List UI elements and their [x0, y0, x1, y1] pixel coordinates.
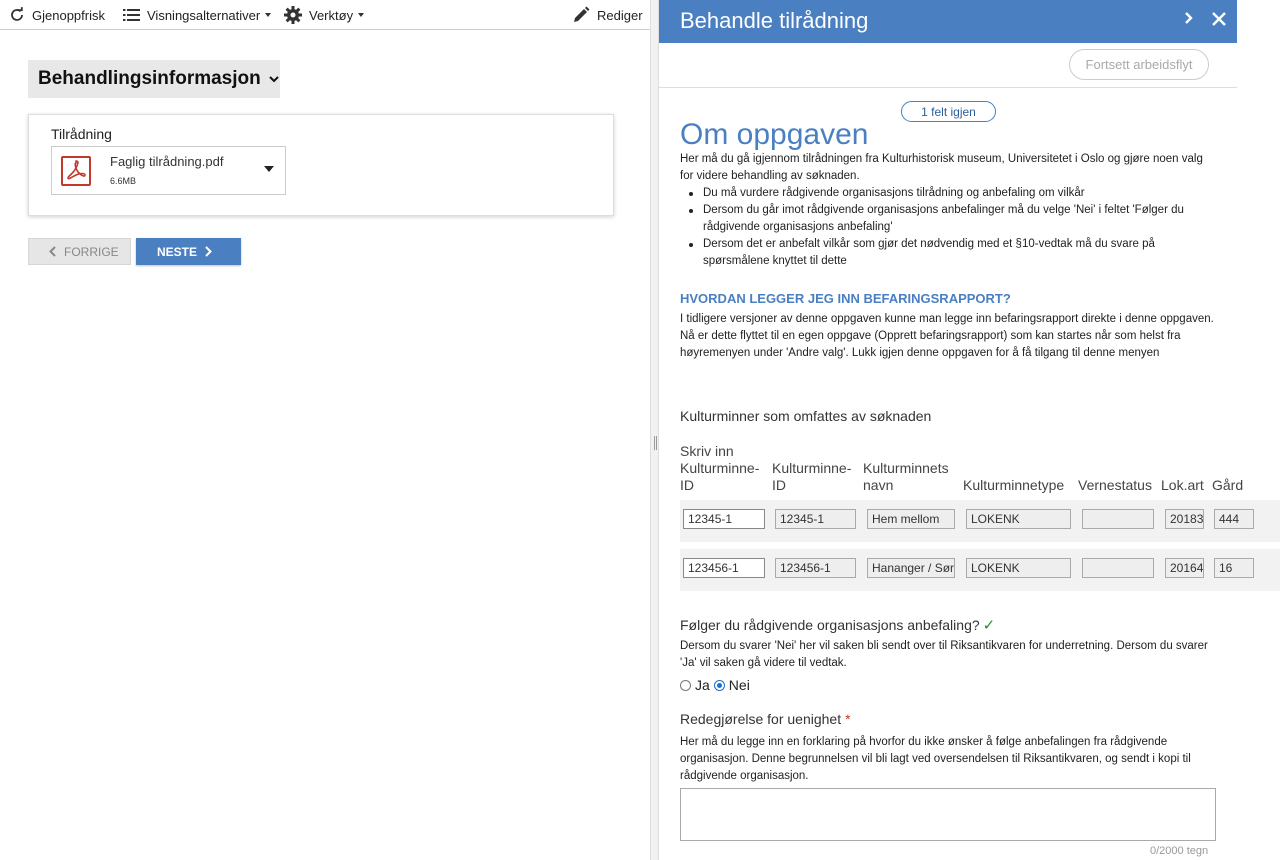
chevron-down-icon — [265, 13, 271, 17]
required-marker: * — [845, 711, 851, 727]
about-text: Her må du gå igjennom tilrådningen fra Kulturhistorisk museum, Universitetet i Oslo og gjøre noen valg for videre behandling av søknaden. — [680, 153, 1203, 182]
recommendation-question — [680, 616, 995, 634]
pdf-icon — [61, 156, 91, 186]
pane-splitter[interactable] — [650, 0, 659, 860]
file-dropdown[interactable] — [51, 146, 286, 195]
question-help-text: Dersom du svarer 'Nei' her vil saken bli sendt over til Riksantikvaren for underretning. Dersom du svarer 'Ja' vil saken gå videre til vedtak. — [680, 640, 1208, 669]
about-list — [703, 185, 1218, 270]
disagreement-title — [680, 711, 851, 727]
status-field — [1082, 558, 1154, 578]
previous-button[interactable] — [28, 238, 131, 265]
task-panel — [659, 0, 1244, 860]
view-options-menu[interactable] — [123, 0, 271, 30]
check-icon: ✓ — [982, 617, 996, 634]
column-header-gard: Gård — [1212, 477, 1244, 493]
panel-title: Behandle tilrådning — [680, 8, 869, 33]
list-icon — [123, 9, 140, 21]
recommendation-radio-group — [680, 677, 750, 693]
column-header-input-id: Skriv inn Kulturminne- ID — [680, 443, 760, 493]
section-select[interactable] — [28, 60, 280, 98]
column-header-id: Kulturminne- ID — [772, 460, 852, 493]
file-size: 6.6MB — [110, 176, 137, 186]
chevron-down-icon — [358, 13, 364, 17]
chevron-right-icon — [205, 246, 212, 257]
previous-label: FORRIGE — [64, 244, 119, 259]
close-icon — [1212, 12, 1226, 26]
attachment-card — [28, 114, 614, 216]
fields-remaining-badge[interactable]: 1 felt igjen — [901, 101, 996, 122]
monuments-title: Kulturminner som omfattes av søknaden — [680, 408, 932, 424]
refresh-label: Gjenoppfrisk — [32, 7, 105, 23]
column-header-lokart: Lok.art — [1161, 477, 1204, 493]
character-counter: 0/2000 tegn — [1150, 845, 1209, 857]
next-label: NESTE — [157, 244, 198, 259]
input-id-field[interactable]: 123456-1 — [683, 558, 765, 578]
table-row — [680, 500, 1280, 542]
gear-icon — [284, 6, 302, 24]
continue-workflow-button[interactable]: Fortsett arbeidsflyt — [1069, 49, 1209, 80]
next-button[interactable] — [136, 238, 241, 265]
drag-handle-icon — [654, 436, 657, 450]
gard-field: 444 — [1214, 509, 1254, 529]
lokart-field: 20164 — [1165, 558, 1204, 578]
section-select-value: Behandlingsinformasjon — [38, 68, 261, 89]
workflow-bar — [659, 43, 1237, 88]
id-field: 12345-1 — [775, 509, 856, 529]
id-field: 123456-1 — [775, 558, 856, 578]
howto-text: I tidligere versjoner av denne oppgaven kunne man legge inn befaringsrapport direkte i denne oppgaven. Nå er dette flyttet til en egen oppgave (Opprett befaringsrapport) som kan startes når som helst fra høyremenyen under 'Andre valg'. Lukk igjen denne oppgaven for å få tilgang til denne menyen — [680, 313, 1214, 359]
toolbar — [0, 0, 650, 30]
close-panel-button[interactable] — [1212, 12, 1226, 31]
edit-label: Rediger — [597, 7, 643, 23]
chevron-left-icon — [49, 246, 56, 257]
disagreement-textarea[interactable] — [680, 788, 1216, 841]
pencil-icon — [572, 6, 590, 24]
column-header-type: Kulturminnetype — [963, 477, 1065, 493]
input-id-field[interactable]: 12345-1 — [683, 509, 765, 529]
status-field — [1082, 509, 1154, 529]
tools-menu[interactable] — [284, 0, 364, 30]
column-header-status: Vernestatus — [1078, 477, 1152, 493]
expand-panel-button[interactable] — [1184, 11, 1194, 30]
type-field: LOKENK — [966, 509, 1071, 529]
name-field: Hem mellom — [867, 509, 955, 529]
list-item: Dersom det er anbefalt vilkår som gjør det nødvendig med et §10-vedtak må du svare på spørsmålene knyttet til dette — [703, 236, 1218, 270]
card-title: Tilrådning — [51, 126, 112, 142]
view-options-label: Visningsalternativer — [147, 7, 261, 23]
list-item: Dersom du går imot rådgivende organisasjons anbefalinger må du velge 'Nei' i feltet 'Følger du rådgivende organisasjons anbefaling' — [703, 202, 1218, 236]
about-title: Om oppgaven — [680, 118, 869, 151]
radio-no[interactable] — [714, 680, 725, 691]
chevron-down-icon — [269, 76, 279, 83]
list-item: Du må vurdere rådgivende organisasjons tilrådning og anbefaling om vilkår — [703, 185, 1218, 202]
howto-title: HVORDAN LEGGER JEG INN BEFARINGSRAPPORT? — [680, 291, 1011, 306]
refresh-icon — [9, 7, 25, 23]
column-header-name: Kulturminnets navn — [863, 460, 949, 493]
edit-button[interactable] — [572, 0, 643, 30]
radio-yes[interactable] — [680, 680, 691, 691]
file-name: Faglig tilrådning.pdf — [110, 154, 224, 169]
lokart-field: 20183 — [1165, 509, 1204, 529]
tools-label: Verktøy — [309, 7, 354, 23]
radio-yes-label: Ja — [695, 677, 710, 693]
type-field: LOKENK — [966, 558, 1071, 578]
disagreement-help-text: Her må du legge inn en forklaring på hvorfor du ikke ønsker å følge anbefalingen fra rådgivende organisasjon. Denne begrunnelsen vil bli lagt ved oversendelsen til Riksantikvaren, og sendt i kopi til rådgivende organisasjon. — [680, 736, 1191, 782]
gard-field: 16 — [1214, 558, 1254, 578]
chevron-right-icon — [1184, 11, 1194, 25]
caret-down-icon — [264, 166, 274, 172]
refresh-button[interactable] — [9, 0, 105, 30]
disagreement-label: Redegjørelse for uenighet — [680, 711, 842, 727]
name-field: Hananger / Sør — [867, 558, 955, 578]
panel-header — [659, 0, 1237, 43]
table-row — [680, 549, 1280, 591]
question-label: Følger du rådgivende organisasjons anbefaling? — [680, 617, 980, 633]
radio-no-label: Nei — [728, 677, 750, 693]
